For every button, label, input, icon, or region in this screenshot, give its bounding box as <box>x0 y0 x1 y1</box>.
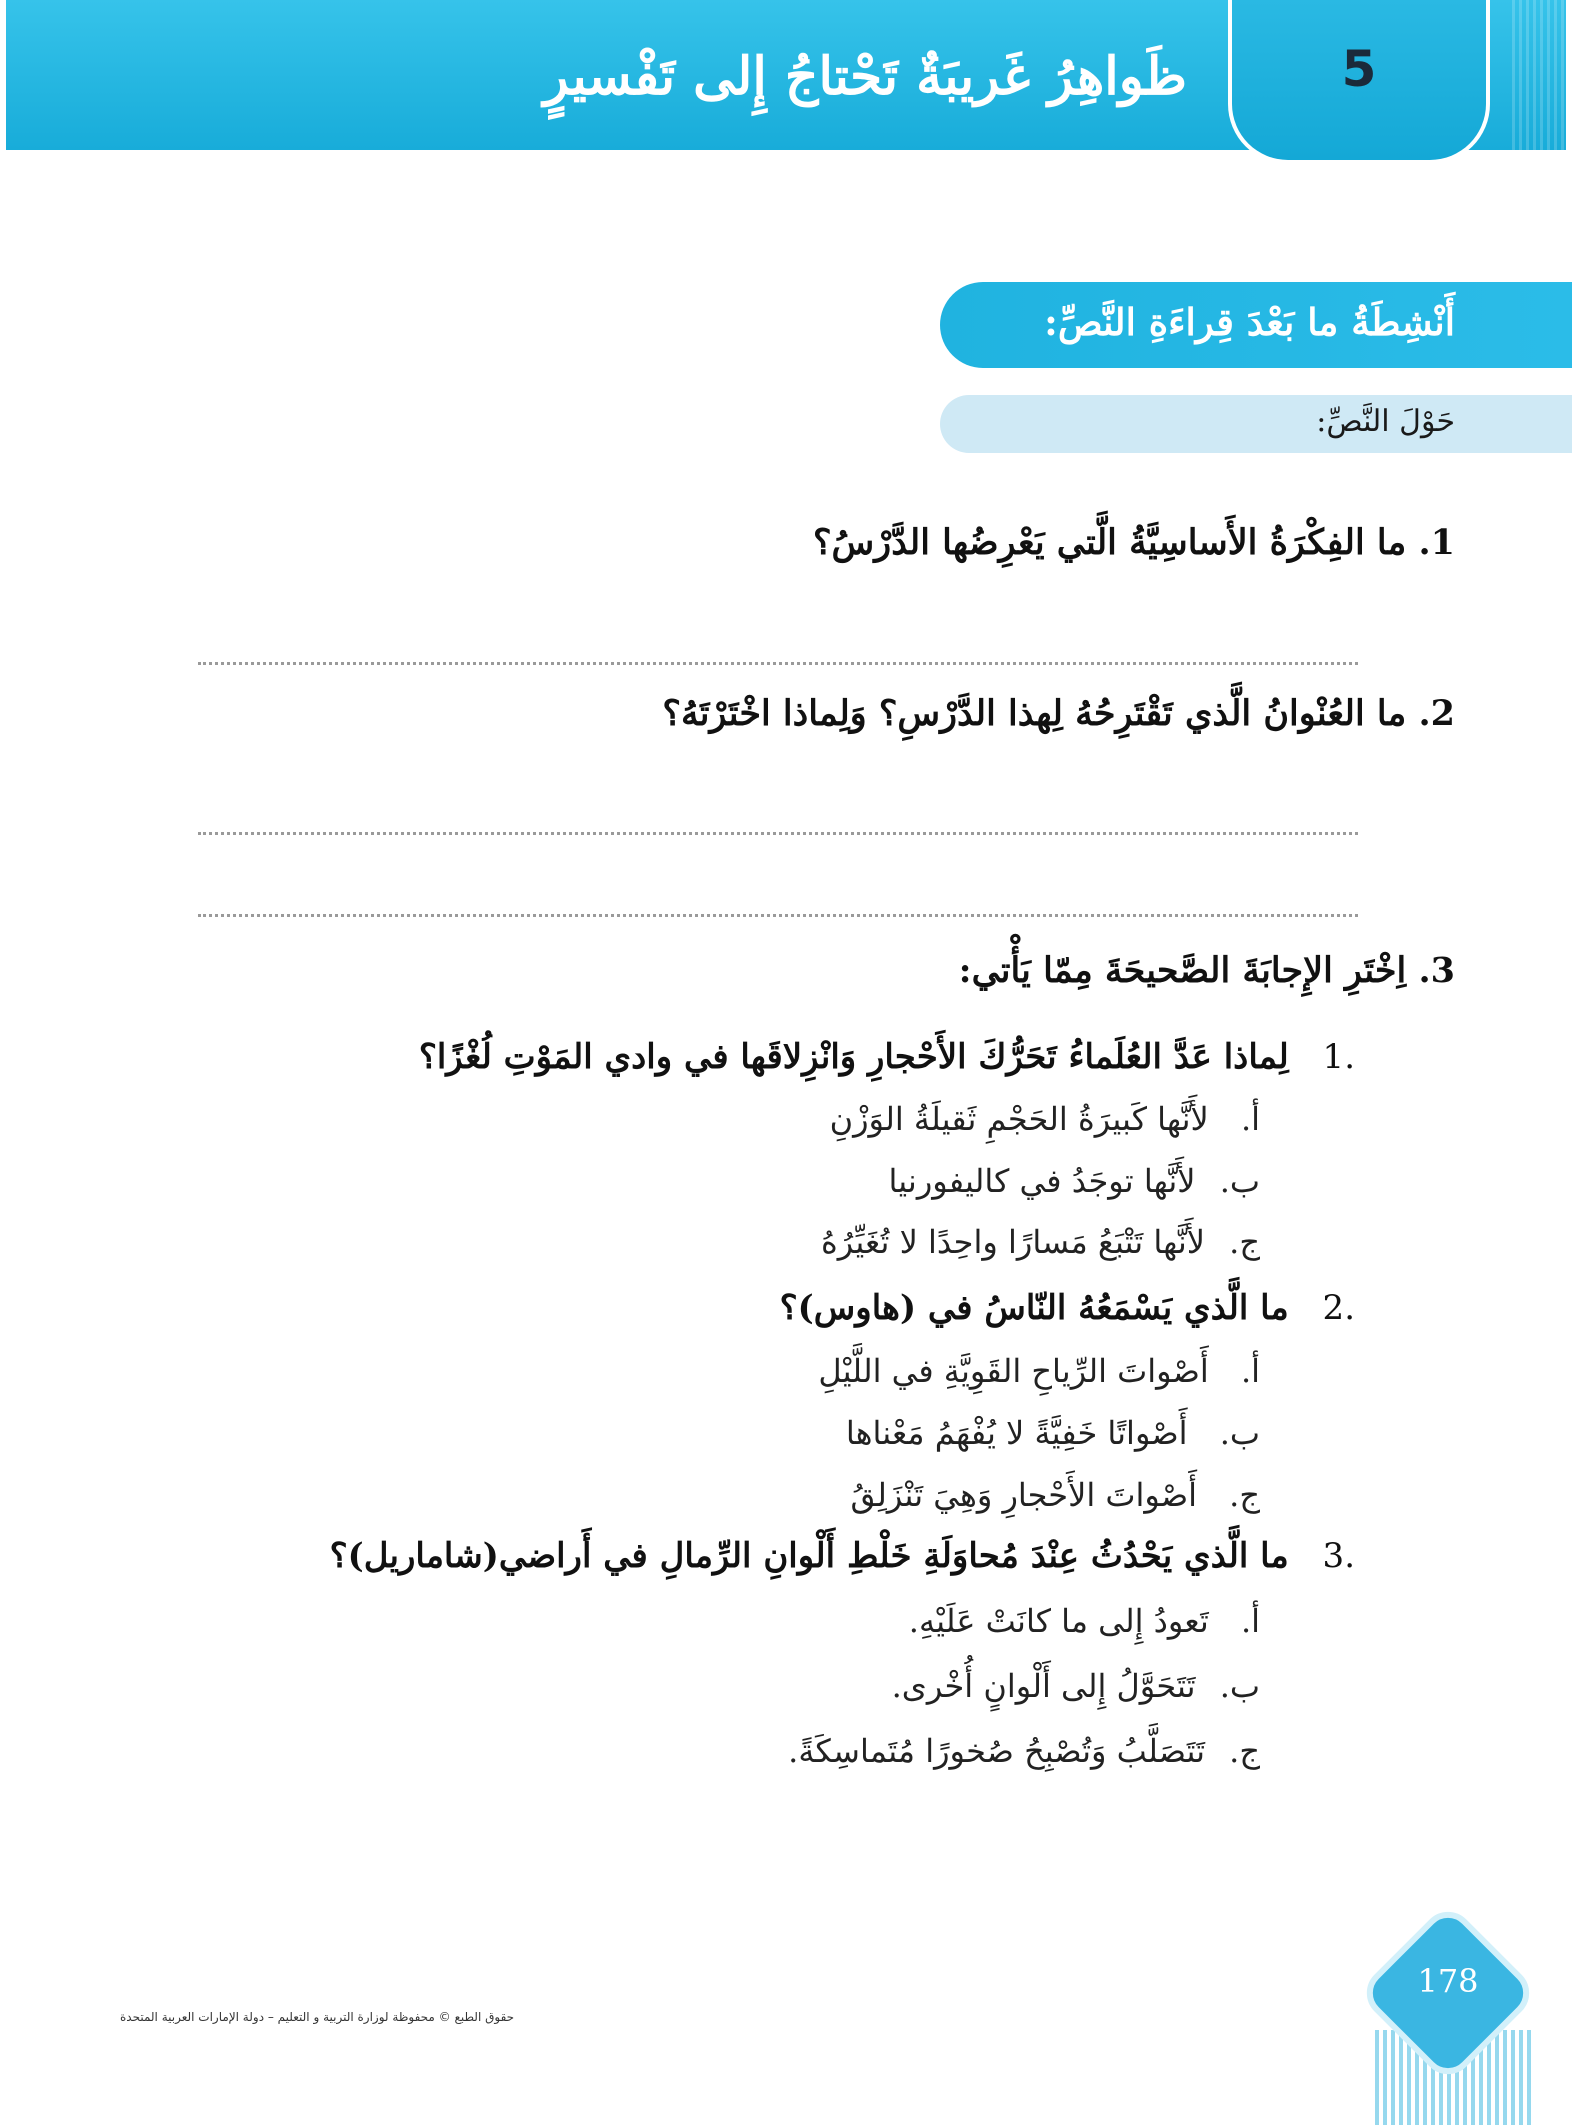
sub-question-2 <box>780 1288 1355 1328</box>
option-letter: أ. <box>1240 1352 1260 1390</box>
sub-question-1 <box>419 1037 1355 1077</box>
option-1b[interactable] <box>889 1162 1261 1200</box>
question-number: 3. <box>1418 950 1455 991</box>
option-letter: ب. <box>1219 1414 1260 1452</box>
sub-question-3 <box>330 1536 1355 1576</box>
subsection-heading-bar <box>940 395 1572 453</box>
option-3c[interactable] <box>788 1732 1260 1770</box>
question-2 <box>662 693 1455 734</box>
chapter-title: ظَواهِرُ غَريبَةٌ تَحْتاجُ إِلى تَفْسيرٍ <box>543 46 1187 107</box>
question-3 <box>959 950 1455 991</box>
option-text: أَصْواتَ الأَحْجارِ وَهِيَ تَنْزَلِقُ <box>850 1476 1197 1514</box>
option-letter: أ. <box>1240 1602 1260 1640</box>
option-text: تَتَحَوَّلُ إِلى أَلْوانٍ أُخْرى. <box>891 1667 1196 1705</box>
copyright-note: حقوق الطبع © محفوظة لوزارة التربية و التعليم – دولة الإمارات العربية المتحدة <box>120 2010 515 2024</box>
answer-line-1[interactable] <box>198 662 1358 665</box>
option-2a[interactable] <box>818 1352 1260 1390</box>
option-text: لأَنَّها تَتْبَعُ مَسارًا واحِدًا لا تُغَيِّرُهُ <box>820 1223 1205 1261</box>
sub-question-text: ما الَّذي يَسْمَعُهُ النّاسُ في (هاوس)؟ <box>779 1288 1289 1328</box>
option-text: تَتَصَلَّبُ وَتُصْبِحُ صُخورًا مُتَماسِكَةً. <box>788 1732 1205 1770</box>
question-number: 2. <box>1418 693 1455 734</box>
option-letter: ج. <box>1229 1476 1260 1514</box>
option-letter: أ. <box>1240 1100 1260 1138</box>
page-number: 178 <box>1417 1962 1479 2000</box>
option-1a[interactable] <box>830 1100 1260 1138</box>
question-1 <box>813 522 1455 563</box>
option-letter: ب. <box>1219 1162 1260 1200</box>
question-text: ما العُنْوانُ الَّذي تَقْتَرِحُهُ لِهذا الدَّرْسِ؟ وَلِماذا اخْتَرْتَهُ؟ <box>662 693 1407 734</box>
question-number: 1. <box>1418 522 1455 563</box>
sub-question-number: .1 <box>1322 1037 1355 1077</box>
option-2b[interactable] <box>846 1414 1260 1452</box>
answer-line-2b[interactable] <box>198 914 1358 917</box>
question-text: اِخْتَرِ الإِجابَةَ الصَّحيحَةَ مِمّا يَأْتي: <box>958 950 1407 991</box>
sub-question-text: لِماذا عَدَّ العُلَماءُ تَحَرُّكَ الأَحْجارِ وَانْزِلاقَها في وادي المَوْتِ لُغْزًا؟ <box>418 1037 1289 1077</box>
sub-question-number: .3 <box>1322 1536 1355 1576</box>
question-text: ما الفِكْرَةُ الأَساسِيَّةُ الَّتي يَعْرِضُها الدَّرْسُ؟ <box>812 522 1407 563</box>
option-text: أَصْواتَ الرِّياحِ القَوِيَّةِ في اللَّيْلِ <box>818 1352 1209 1390</box>
sub-question-text: ما الَّذي يَحْدُثُ عِنْدَ مُحاوَلَةِ خَلْطِ أَلْوانِ الرِّمالِ في أَراضي(شاماريل)؟ <box>329 1536 1289 1576</box>
option-letter: ج. <box>1229 1732 1260 1770</box>
option-text: تَعودُ إِلى ما كانَتْ عَلَيْهِ. <box>908 1602 1209 1640</box>
option-3b[interactable] <box>892 1667 1260 1705</box>
option-text: لأَنَّها كَبيرَةُ الحَجْمِ ثَقيلَةُ الوَزْنِ <box>829 1100 1209 1138</box>
option-text: أَصْواتًا خَفِيَّةً لا يُفْهَمُ مَعْناها <box>845 1414 1188 1452</box>
option-3a[interactable] <box>909 1602 1260 1640</box>
option-2c[interactable] <box>850 1476 1260 1514</box>
subsection-title: حَوْلَ النَّصِّ: <box>1316 404 1455 439</box>
option-letter: ب. <box>1219 1667 1260 1705</box>
option-1c[interactable] <box>821 1223 1260 1261</box>
answer-line-2a[interactable] <box>198 832 1358 835</box>
header-pattern <box>1512 0 1572 150</box>
chapter-number: 5 <box>1341 40 1377 98</box>
option-letter: ج. <box>1229 1223 1260 1261</box>
option-text: لأَنَّها توجَدُ في كاليفورنيا <box>888 1162 1196 1200</box>
sub-question-number: .2 <box>1322 1288 1355 1328</box>
section-title: أَنْشِطَةُ ما بَعْدَ قِراءَةِ النَّصِّ: <box>1044 300 1455 344</box>
